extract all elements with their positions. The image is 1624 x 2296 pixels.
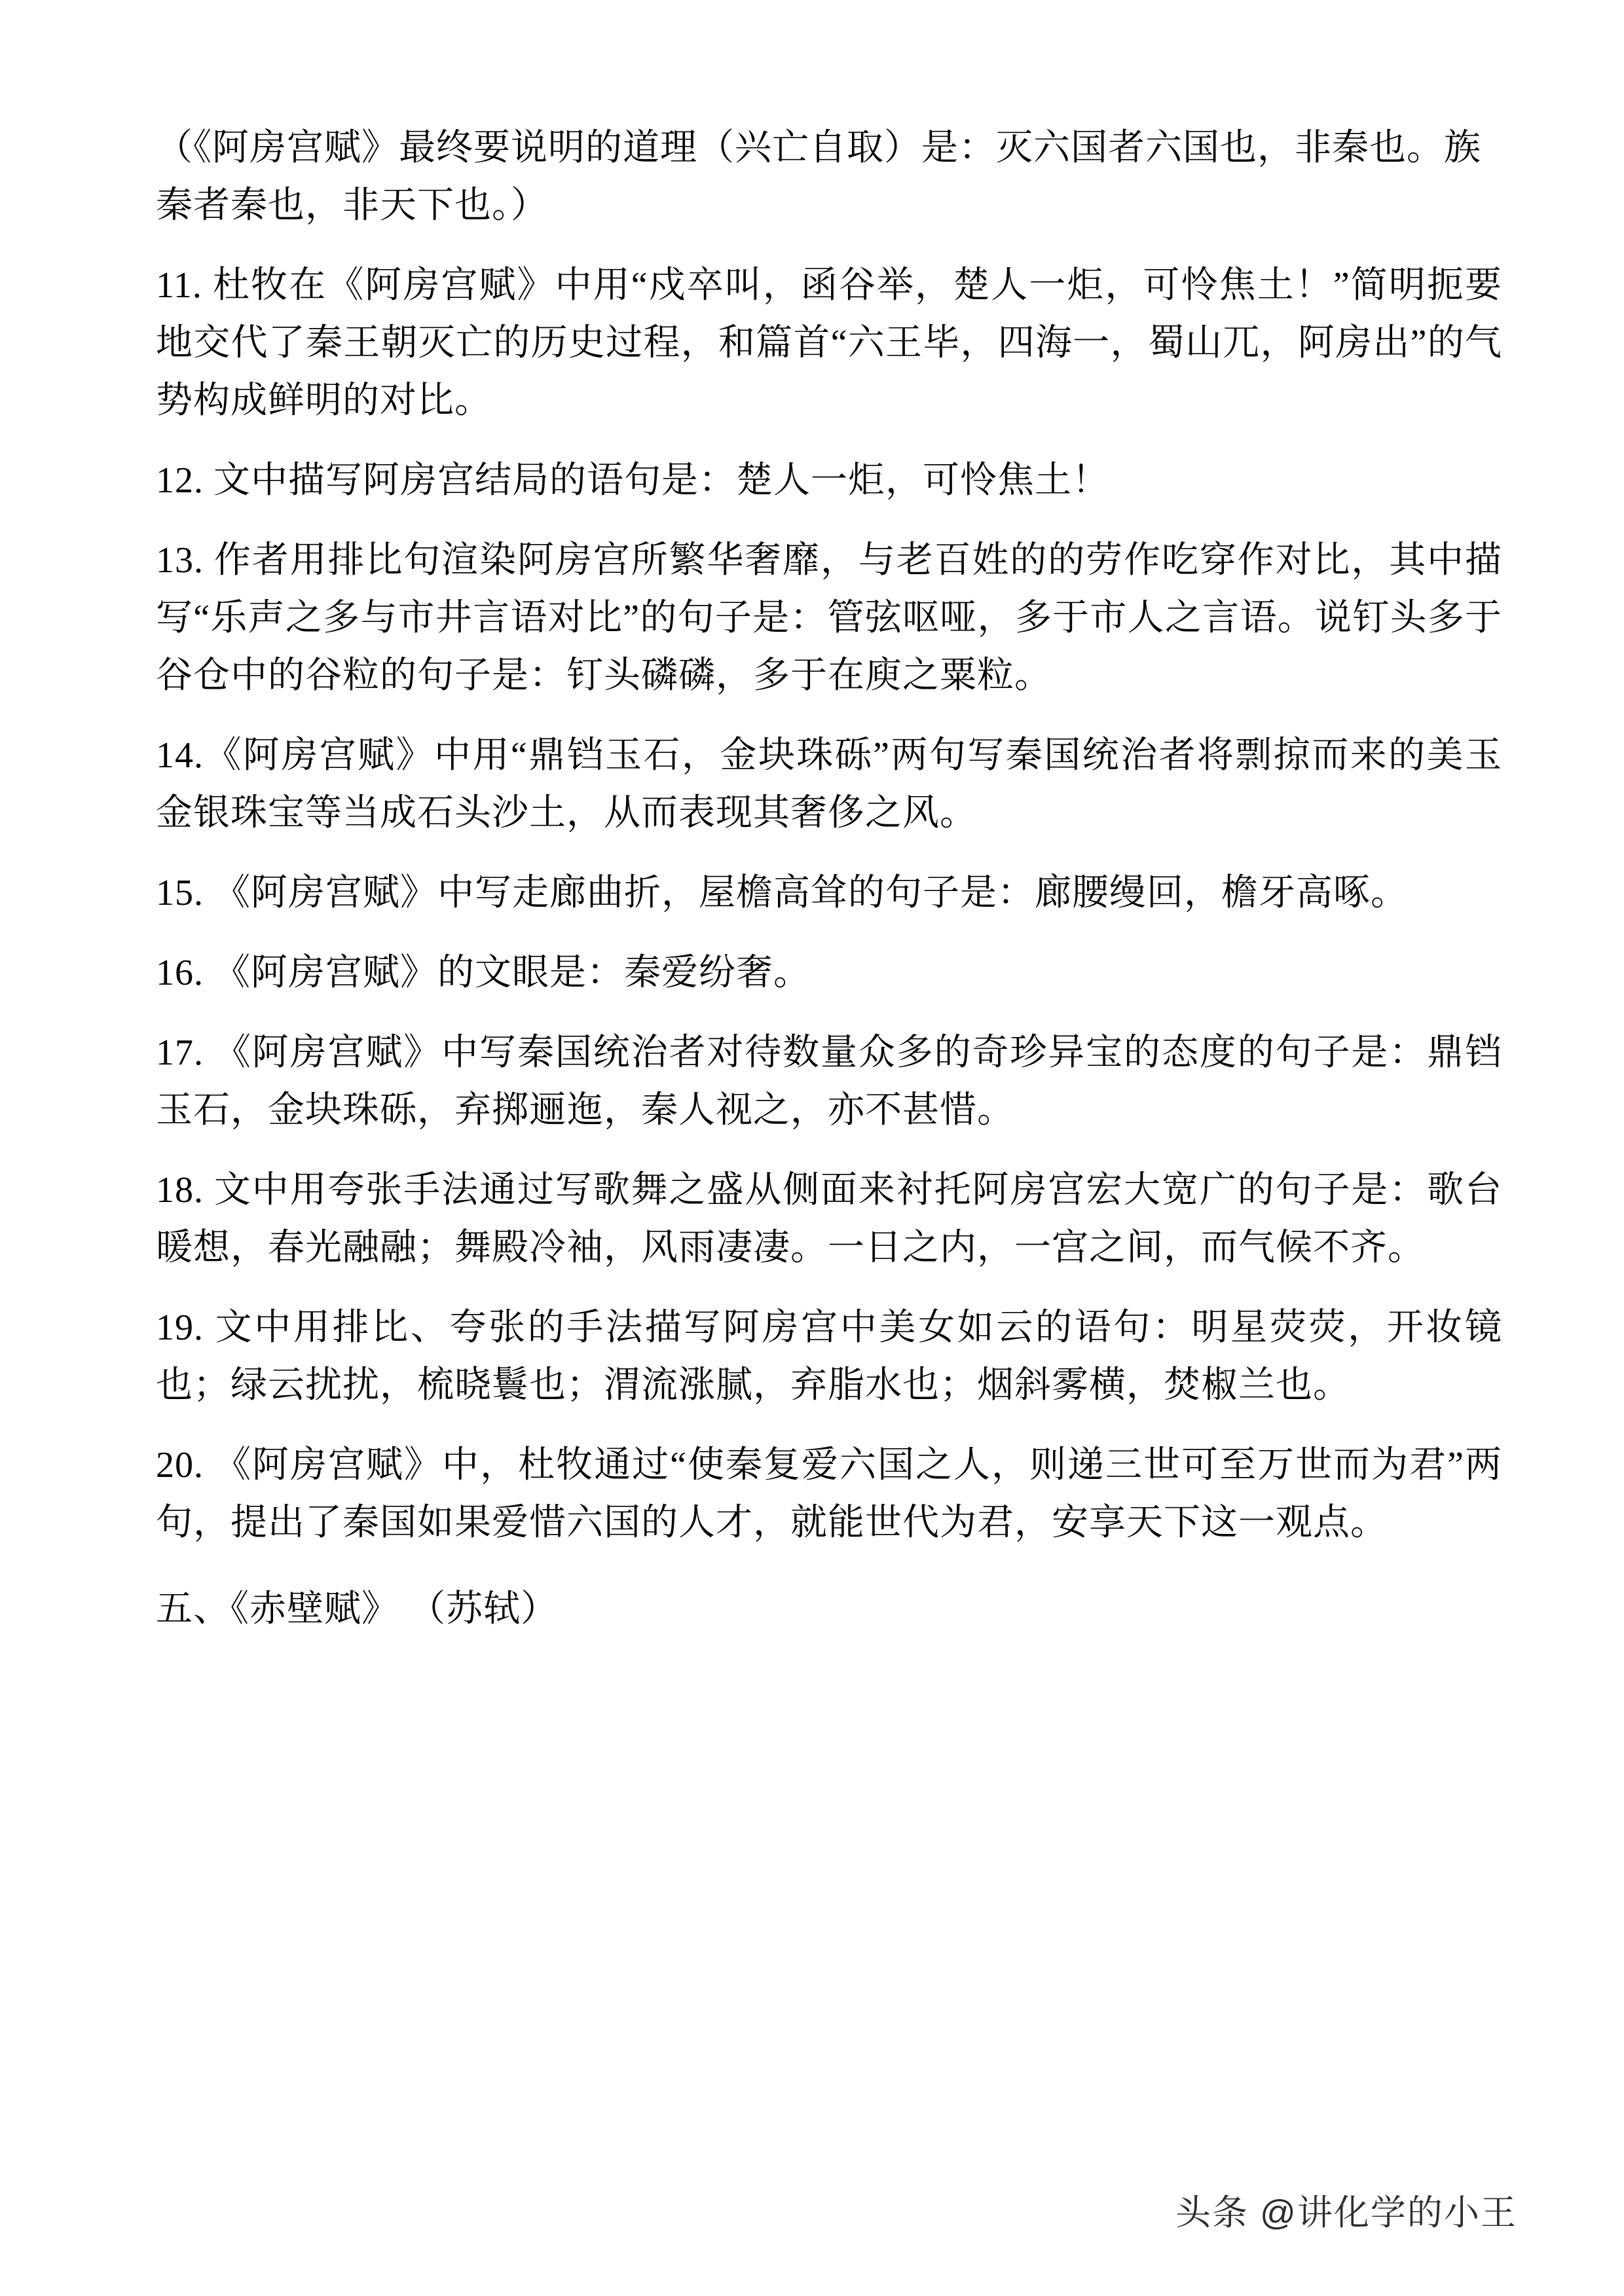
paragraph-item-12: 12. 文中描写阿房宫结局的语句是：楚人一炬，可怜焦土！ xyxy=(156,460,1109,501)
paragraph-item-14: 14.《阿房宫赋》中用“鼎铛玉石，金块珠砾”两句写秦国统治者将剽掠而来的美玉金银珠宝等当成石头沙土，从而表现其奢侈之风。 xyxy=(156,735,1502,833)
section-heading-chibifu: 五、《赤壁赋》 （苏轼） xyxy=(156,1589,558,1630)
paragraph-item-13: 13. 作者用排比句渲染阿房宫所繁华奢靡，与老百姓的的劳作吃穿作对比，其中描写“乐声之多与市井言语对比”的句子是：管弦呕哑，多于市人之言语。说钉头多于谷仓中的谷粒的句子是：钉头磷磷，多于在庾之粟粒。 xyxy=(156,540,1502,696)
paragraph-note-10: （《阿房宫赋》最终要说明的道理（兴亡自取）是：灭六国者六国也，非秦也。族秦者秦也，非天下也。） xyxy=(156,128,1481,226)
paragraph-item-17: 17. 《阿房宫赋》中写秦国统治者对待数量众多的奇珍异宝的态度的句子是：鼎铛玉石，金块珠砾，弃掷逦迤，秦人视之，亦不甚惜。 xyxy=(156,1032,1502,1131)
paragraph-item-18: 18. 文中用夸张手法通过写歌舞之盛从侧面来衬托阿房宫宏大宽广的句子是：歌台暖想，春光融融；舞殿冷袖，风雨凄凄。一日之内，一宫之间，而气候不齐。 xyxy=(156,1170,1502,1268)
document-body xyxy=(156,119,1502,1638)
watermark: 头条 @讲化学的小王 xyxy=(1175,2193,1517,2232)
paragraph-item-19: 19. 文中用排比、夸张的手法描写阿房宫中美女如云的语句：明星荧荧，开妆镜也；绿云扰扰，梳晓鬟也；渭流涨腻，弃脂水也；烟斜雾横，焚椒兰也。 xyxy=(156,1307,1502,1406)
paragraph-item-16: 16. 《阿房宫赋》的文眼是：秦爱纷奢。 xyxy=(156,953,811,993)
paragraph-item-15: 15. 《阿房宫赋》中写走廊曲折，屋檐高耸的句子是：廊腰缦回，檐牙高啄。 xyxy=(156,873,1408,913)
paragraph-item-20: 20. 《阿房宫赋》中，杜牧通过“使秦复爱六国之人，则递三世可至万世而为君”两句，提出了秦国如果爱惜六国的人才，就能世代为君，安享天下这一观点。 xyxy=(156,1445,1502,1543)
paragraph-item-11: 11. 杜牧在《阿房宫赋》中用“戍卒叫，函谷举，楚人一炬，可怜焦土！”简明扼要地交代了秦王朝灭亡的历史过程，和篇首“六王毕，四海一，蜀山兀，阿房出”的气势构成鲜明的对比。 xyxy=(156,265,1502,421)
